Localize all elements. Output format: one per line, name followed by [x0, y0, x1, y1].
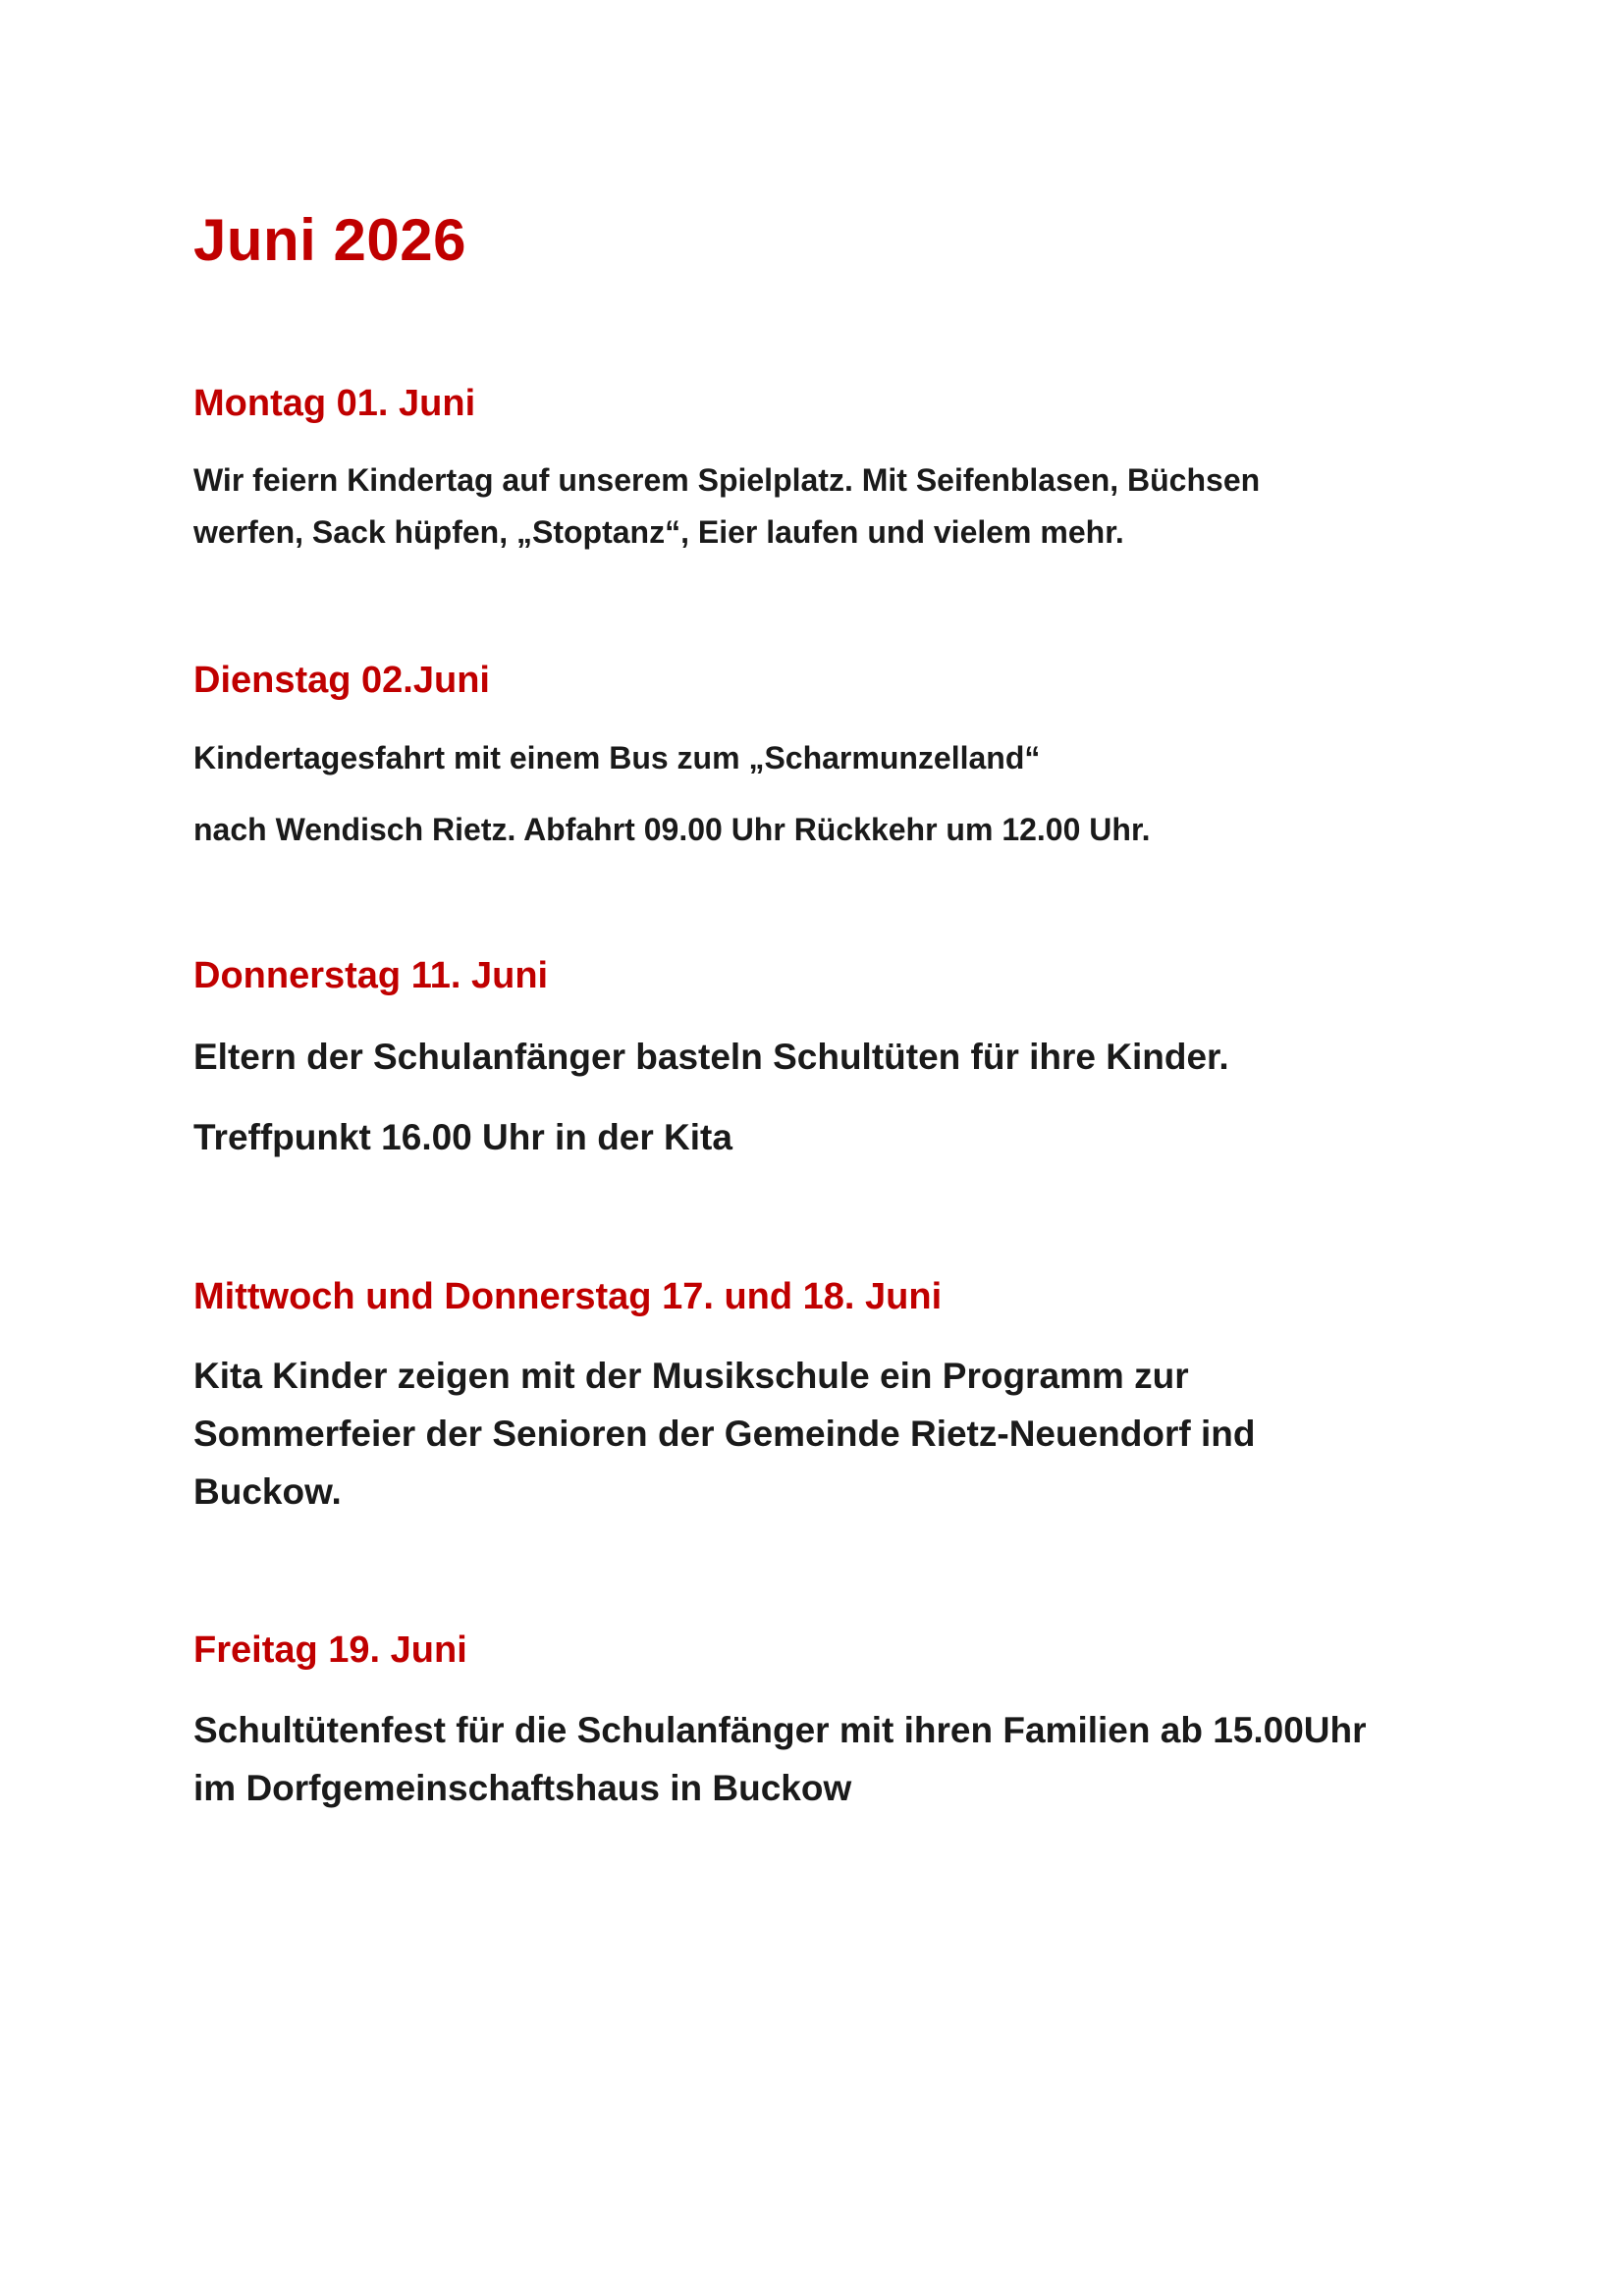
event-heading-freitag: Freitag 19. Juni: [193, 1629, 467, 1671]
event-heading-donnerstag: Donnerstag 11. Juni: [193, 955, 549, 996]
event-text-line: im Dorfgemeinschaftshaus in Buckow: [193, 1768, 852, 1808]
event-text-line: nach Wendisch Rietz. Abfahrt 09.00 Uhr Rückkehr um 12.00 Uhr.: [193, 812, 1151, 847]
event-heading-dienstag: Dienstag 02.Juni: [193, 660, 490, 701]
event-text-line: Sommerfeier der Senioren der Gemeinde Rietz-Neuendorf ind: [193, 1414, 1256, 1454]
event-text-line: werfen, Sack hüpfen, „Stoptanz“, Eier laufen und vielem mehr.: [193, 514, 1124, 550]
event-text-line: Treffpunkt 16.00 Uhr in der Kita: [193, 1117, 732, 1157]
event-heading-montag: Montag 01. Juni: [193, 383, 476, 424]
event-text-line: Kita Kinder zeigen mit der Musikschule ein Programm zur: [193, 1356, 1189, 1396]
event-text-line: Kindertagesfahrt mit einem Bus zum „Scharmunzelland“: [193, 740, 1041, 775]
event-text-line: Schultütenfest für die Schulanfänger mit ihren Familien ab 15.00Uhr: [193, 1710, 1367, 1750]
event-text-line: Eltern der Schulanfänger basteln Schultüten für ihre Kinder.: [193, 1037, 1229, 1077]
event-heading-mittwoch-donnerstag: Mittwoch und Donnerstag 17. und 18. Juni: [193, 1276, 943, 1317]
event-text-line: Wir feiern Kindertag auf unserem Spielplatz. Mit Seifenblasen, Büchsen: [193, 462, 1261, 498]
event-text-line: Buckow.: [193, 1471, 342, 1512]
page-title: Juni 2026: [193, 207, 466, 273]
